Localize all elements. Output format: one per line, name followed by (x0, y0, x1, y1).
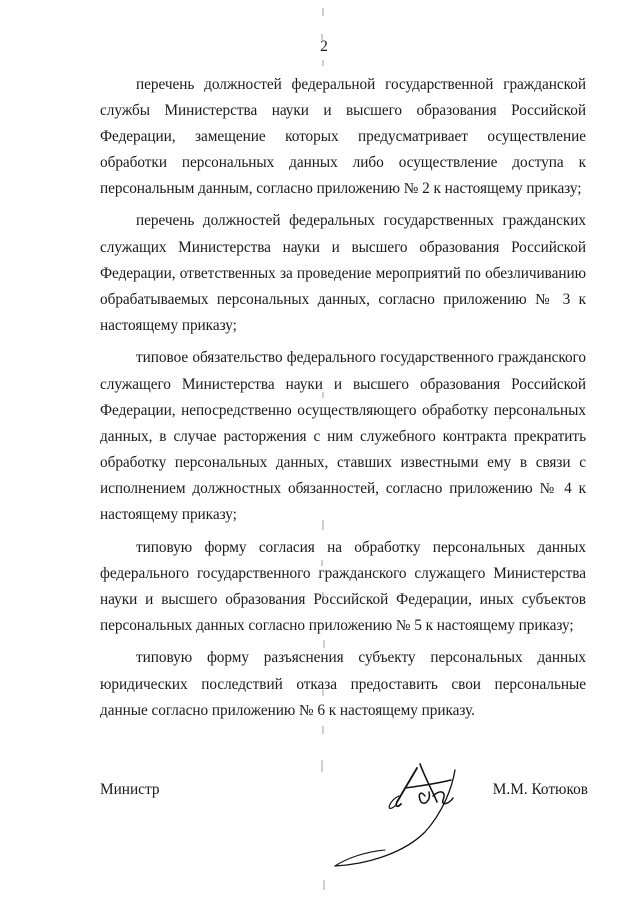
signatory-name: М.М. Котюков (492, 781, 588, 798)
paragraph-explanation-form: типовую форму разъяснения субъекту персональных данных юридических последствий отказа предоставить свои персональные данные согласно приложению № 6 к настоящему приказу. (100, 649, 586, 719)
handwritten-signature (325, 740, 475, 880)
paragraph-depersonalization-list: перечень должностей федеральных государственных гражданских служащих Министерства науки и высшего образования Российской Федерации, ответственных за проведение мероприятий по обезличиванию обрабатываемых персональных данных, согласно приложению № 3 к настоящему приказу; (100, 212, 586, 334)
paragraph-consent-form: типовую форму согласия на обработку персональных данных федерального государственного гражданского служащего Министерства науки и высшего образования Российской Федерации, иных субъектов персональных данных согласно приложению № 5 к настоящему приказу; (100, 538, 586, 634)
page-number: 2 (320, 38, 328, 55)
paragraph-standard-obligation: типовое обязательство федерального государственного гражданского служащего Министерства науки и высшего образования Российской Федерации, непосредственно осуществляющего обработку персональных данных, в случае расторжения с ним служебного контракта прекратить обработку персональных данных, ставших известными ему в связи с исполнением должностных обязанностей, согласно приложению № 4 к настоящему приказу; (100, 349, 586, 523)
signatory-title: Министр (100, 781, 160, 798)
paragraph-positions-list: перечень должностей федеральной государственной гражданской службы Министерства науки и высшего образования Российской Федерации, замещение которых предусматривает осуществление обработки персональных данных либо осуществление доступа к персональным данным, согласно приложению № 2 к настоящему приказу; (100, 76, 586, 198)
document-body (100, 72, 586, 730)
